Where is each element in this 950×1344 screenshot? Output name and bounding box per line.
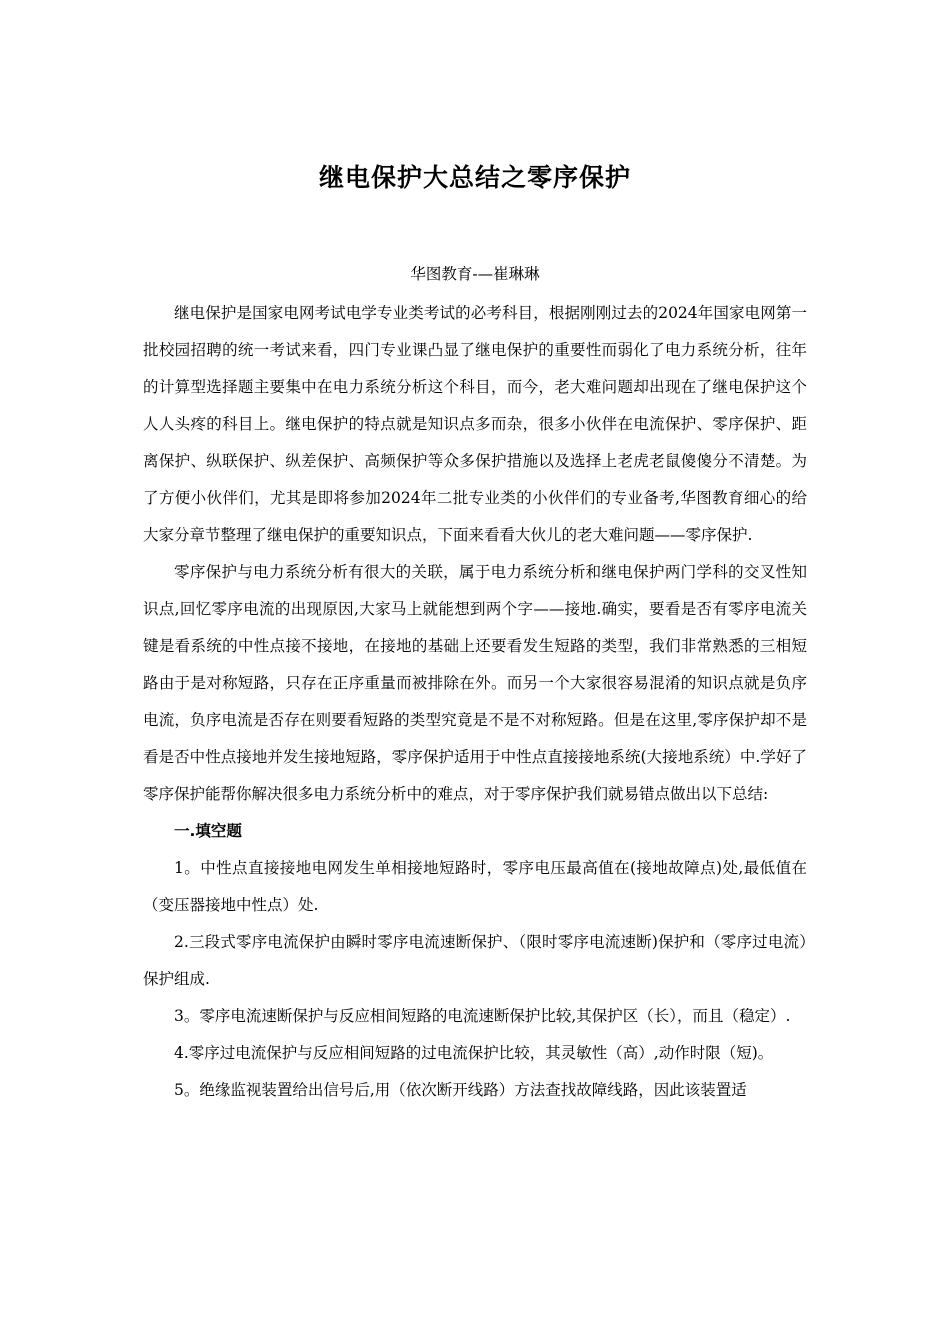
question-item: 4.零序过电流保护与反应相间短路的过电流保护比较，其灵敏性（高）,动作时限（短)。: [174, 1044, 774, 1062]
question-item: 5。绝缘监视装置给出信号后,用（依次断开线路）方法查找故障线路，因此该装置适: [174, 1081, 747, 1099]
document-title: 继电保护大总结之零序保护: [318, 163, 631, 192]
question-item: 1。中性点直接接地电网发生单相接地短路时，零序电压最高值在(接地故障点)处,最低值在（变压器接地中性点）处.: [143, 859, 807, 914]
section-heading: 一.填空题: [174, 822, 242, 840]
document-author: 华图教育-—崔琳琳: [410, 265, 540, 283]
paragraph-intro: 继电保护是国家电网考试电学专业类考试的必考科目，根据刚刚过去的2024年国家电网第一批校园招聘的统一考试来看，四门专业课凸显了继电保护的重要性而弱化了电力系统分析，往年的计算型选择题主要集中在电力系统分析这个科目，而今，老大难问题却出现在了继电保护这个人人头疼的科目上。继电保护的特点就是知识点多而杂，很多小伙伴在电流保护、零序保护、距离保护、纵联保护、纵差保护、高频保护等众多保护措施以及选择上老虎老鼠傻傻分不清楚。为了方便小伙伴们，尤其是即将参加2024年二批专业类的小伙伴们的专业备考,华图教育细心的给大家分章节整理了继电保护的重要知识点，下面来看看大伙儿的老大难问题——零序保护.: [143, 304, 807, 544]
document-body: [143, 295, 807, 1109]
paragraph-zero-sequence: 零序保护与电力系统分析有很大的关联，属于电力系统分析和继电保护两门学科的交叉性知识点,回忆零序电流的出现原因,大家马上就能想到两个字——接地.确实，要看是否有零序电流关键是看系统的中性点接不接地，在接地的基础上还要看发生短路的类型，我们非常熟悉的三相短路由于是对称短路，只存在正序重量而被排除在外。而另一个大家很容易混淆的知识点就是负序电流，负序电流是否存在则要看短路的类型究竟是不是不对称短路。但是在这里,零序保护却不是看是否中性点接地并发生接地短路，零序保护适用于中性点直接接地系统(大接地系统）中.学好了零序保护能帮你解决很多电力系统分析中的难点，对于零序保护我们就易错点做出以下总结:: [143, 563, 807, 803]
question-item: 2.三段式零序电流保护由瞬时零序电流速断保护、（限时零序电流速断)保护和（零序过电流）保护组成.: [143, 933, 807, 988]
question-item: 3。零序电流速断保护与反应相间短路的电流速断保护比较,其保护区（长），而且（稳定）.: [174, 1007, 791, 1025]
